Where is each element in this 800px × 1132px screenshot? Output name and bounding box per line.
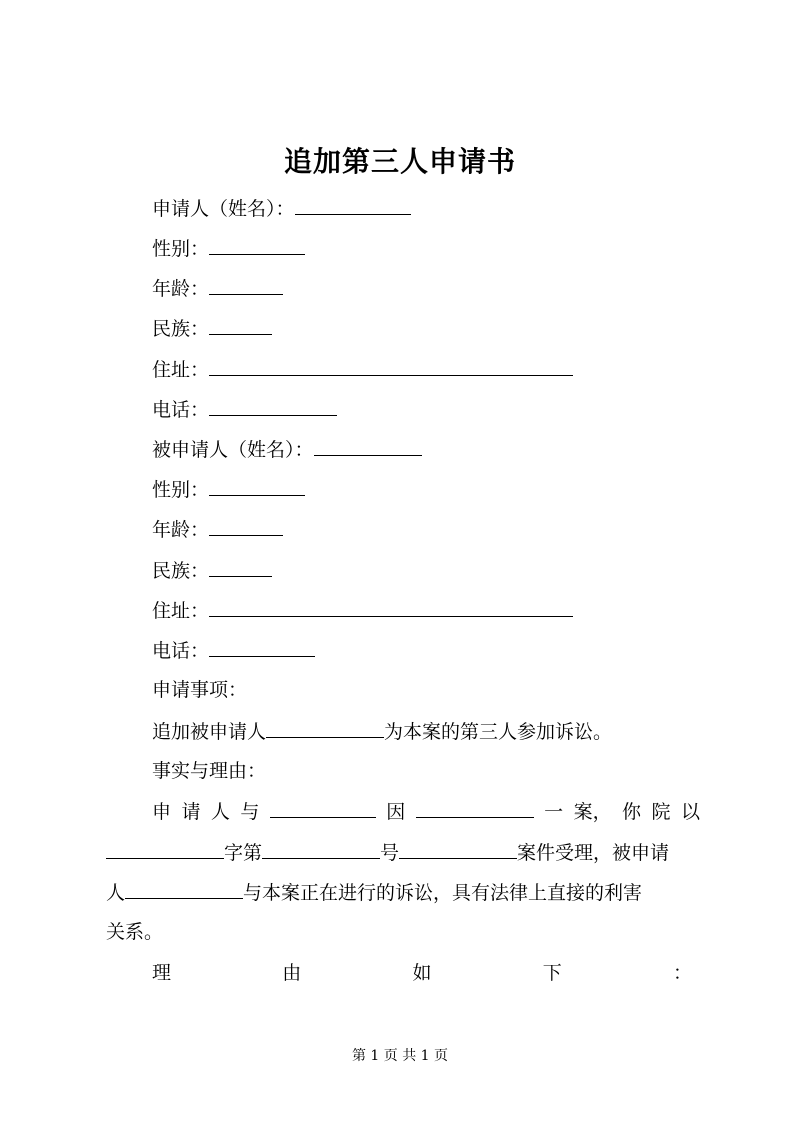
matters-text-a: 追加被申请人 <box>152 721 267 743</box>
facts-l1-g: 案， <box>573 801 612 823</box>
facts-l2-c: 案件受理，被申请 <box>517 842 670 864</box>
applicant-phone-label: 电话： <box>152 399 210 421</box>
facts-line-3 <box>106 880 700 905</box>
matters-heading: 申请事项： <box>152 679 248 701</box>
respondent-age-row <box>152 517 283 542</box>
applicant-age-label: 年龄： <box>152 278 210 300</box>
respondent-address-row <box>152 598 573 623</box>
applicant-age-row <box>152 276 283 301</box>
facts-l3-a: 人 <box>106 882 126 904</box>
facts-l2-b: 号 <box>380 842 400 864</box>
respondent-gender-blank[interactable] <box>209 477 305 496</box>
facts-case-word-blank[interactable] <box>262 840 380 859</box>
facts-case-year-blank[interactable] <box>106 840 224 859</box>
applicant-ethnicity-blank[interactable] <box>209 316 272 335</box>
facts-l1-h: 你 <box>622 801 642 823</box>
applicant-phone-blank[interactable] <box>209 397 337 416</box>
respondent-ethnicity-label: 民族： <box>152 560 210 582</box>
applicant-gender-label: 性别： <box>152 238 210 260</box>
matters-text-b: 为本案的第三人参加诉讼。 <box>384 721 613 743</box>
applicant-name-blank[interactable] <box>295 196 411 215</box>
applicant-address-row <box>152 357 573 382</box>
facts-party-blank[interactable] <box>270 799 376 818</box>
facts-l1-a: 申 <box>152 801 172 823</box>
facts-l1-c: 人 <box>210 801 230 823</box>
applicant-gender-blank[interactable] <box>209 236 305 255</box>
reasons-line <box>152 961 692 985</box>
reasons-char-5: ： <box>672 962 692 984</box>
respondent-phone-label: 电话： <box>152 640 210 662</box>
facts-l3-b: 与本案正在进行的诉讼，具有法律上直接的利害 <box>243 882 643 904</box>
facts-case-number-blank[interactable] <box>399 840 517 859</box>
facts-l1-i: 院 <box>651 801 671 823</box>
applicant-name-label: 申请人（姓名）： <box>152 198 295 220</box>
page-title: 追加第三人申请书 <box>283 145 516 178</box>
applicant-address-label: 住址： <box>152 359 210 381</box>
respondent-age-blank[interactable] <box>209 517 283 536</box>
respondent-name-blank[interactable] <box>314 437 422 456</box>
facts-line-1 <box>152 799 700 824</box>
facts-l1-d: 与 <box>240 801 260 823</box>
facts-l1-b: 请 <box>181 801 201 823</box>
applicant-phone-row <box>152 397 337 422</box>
reasons-char-2: 由 <box>282 962 302 984</box>
facts-l1-f: 一 <box>544 801 564 823</box>
facts-heading: 事实与理由： <box>152 760 267 782</box>
matters-text <box>152 719 612 744</box>
facts-l4: 关系。 <box>106 921 164 943</box>
respondent-phone-blank[interactable] <box>209 638 315 657</box>
respondent-ethnicity-row <box>152 558 272 583</box>
facts-l2-a: 字第 <box>224 842 263 864</box>
applicant-gender-row <box>152 236 305 261</box>
facts-l1-e: 因 <box>386 801 406 823</box>
applicant-address-blank[interactable] <box>209 357 573 376</box>
reasons-char-1: 理 <box>152 962 172 984</box>
respondent-gender-label: 性别： <box>152 479 210 501</box>
respondent-name-row <box>152 437 422 462</box>
page-footer: 第 1 页 共 1 页 <box>351 1048 449 1064</box>
respondent-ethnicity-blank[interactable] <box>209 558 272 577</box>
facts-l1-j: 以 <box>680 801 700 823</box>
applicant-ethnicity-label: 民族： <box>152 318 210 340</box>
facts-line-2 <box>106 840 700 865</box>
applicant-ethnicity-row <box>152 316 272 341</box>
respondent-age-label: 年龄： <box>152 519 210 541</box>
reasons-char-3: 如 <box>412 962 432 984</box>
facts-respondent-blank[interactable] <box>125 880 243 899</box>
matters-third-party-blank[interactable] <box>266 719 384 738</box>
facts-cause-blank[interactable] <box>416 799 534 818</box>
respondent-address-label: 住址： <box>152 600 210 622</box>
respondent-address-blank[interactable] <box>209 598 573 617</box>
respondent-gender-row <box>152 477 305 502</box>
reasons-char-4: 下 <box>542 962 562 984</box>
respondent-name-label: 被申请人（姓名）： <box>152 439 314 461</box>
applicant-age-blank[interactable] <box>209 276 283 295</box>
respondent-phone-row <box>152 638 315 663</box>
facts-line-4 <box>106 920 700 944</box>
applicant-name-row <box>152 196 411 221</box>
